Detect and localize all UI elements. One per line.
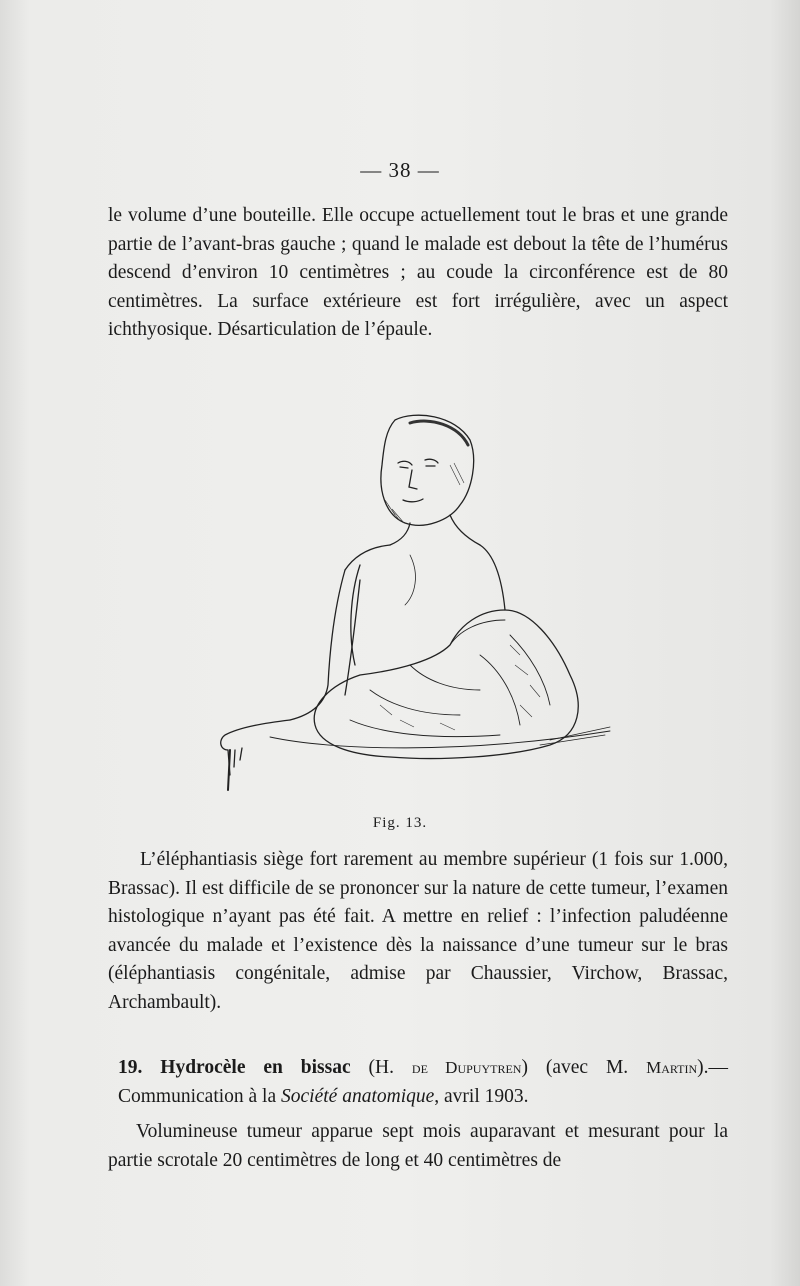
- figure-illustration: [210, 405, 620, 795]
- figure-caption: Fig. 13.: [372, 815, 428, 831]
- paragraph-case-description: le volume d’une bouteille. Elle occupe actuellement tout le bras et une grande partie de l’avant-bras gauche ; quand le malade est debout la tête de l’humérus descend d’environ 10 centimètres ; au coude la circonférence est de 80 centimètres. La surface extérieure est fort irrégulière, avec un aspect ichthyosique. Désarticulation de l’épaule.: [108, 205, 728, 340]
- publication-date: , avril 1903.: [434, 1085, 529, 1107]
- reference-open: (H.: [368, 1057, 394, 1078]
- section-heading-19: [118, 1054, 728, 1111]
- journal-name: Société anatomique: [281, 1085, 435, 1107]
- reference-collaborator: Martin: [646, 1058, 698, 1077]
- section-title: Hydrocèle en bissac: [160, 1057, 351, 1078]
- reference-mid: ) (avec M.: [521, 1057, 629, 1078]
- section-number: 19.: [118, 1057, 143, 1078]
- reference-author: de Dupuytren: [411, 1058, 522, 1077]
- page-number: — 38 —: [360, 158, 440, 182]
- reference-close: ).— Communication à la: [118, 1057, 729, 1107]
- paragraph-case-19: Volumineuse tumeur apparue sept mois auparavant et mesurant pour la partie scrotale 20 centimètres de long et 40 centimètres de: [108, 1121, 728, 1171]
- paragraph-discussion: L’éléphantiasis siège fort rarement au membre supérieur (1 fois sur 1.000, Brassac). Il est difficile de se prononcer sur la nature de cette tumeur, l’examen histologique n’ayant pas été fait. A mettre en relief : l’infection paludéenne avancée du malade et l’existence dès la naissance d’une tumeur sur le bras (éléphantiasis congénitale, admise par Chaussier, Virchow, Brassac, Archambault).: [108, 849, 728, 1013]
